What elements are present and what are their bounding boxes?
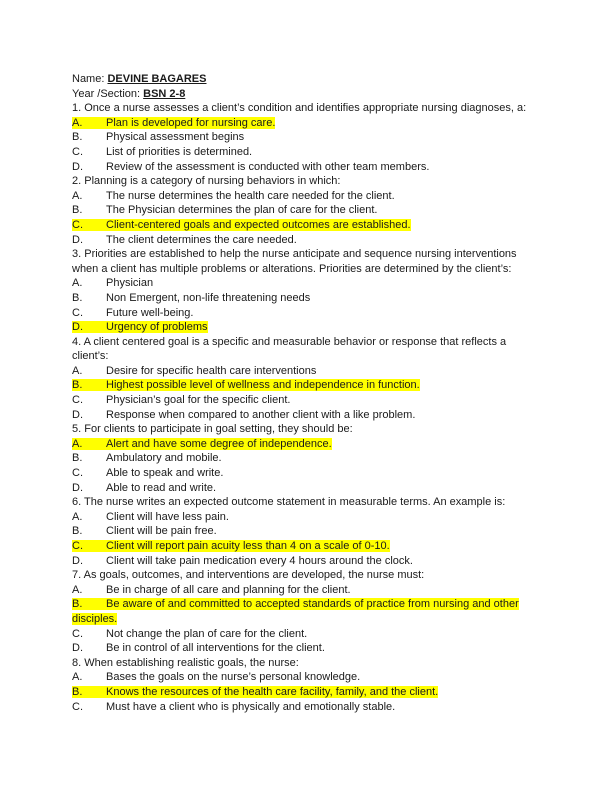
option-text-wrap bbox=[72, 394, 290, 406]
option-text: Alert and have some degree of independence. bbox=[106, 437, 332, 450]
answer-option bbox=[72, 539, 532, 554]
option-letter: B. bbox=[72, 598, 83, 611]
answer-option bbox=[72, 641, 532, 656]
selected-answer-highlight bbox=[72, 117, 275, 129]
option-letter: A. bbox=[72, 189, 83, 202]
option-line bbox=[72, 203, 532, 218]
option-text: Urgency of problems bbox=[106, 321, 208, 334]
option-letter: B. bbox=[72, 525, 83, 538]
question-stem: 6. The nurse writes an expected outcome statement in measurable terms. An example is: bbox=[72, 496, 506, 509]
document-body bbox=[72, 72, 532, 714]
option-line bbox=[72, 189, 532, 204]
option-text-wrap bbox=[72, 642, 325, 654]
option-continuation-line bbox=[72, 612, 532, 627]
answer-option bbox=[72, 583, 532, 598]
option-line bbox=[72, 320, 532, 335]
option-text-wrap bbox=[72, 204, 377, 216]
answer-option bbox=[72, 408, 532, 423]
answer-option bbox=[72, 160, 532, 175]
answer-option bbox=[72, 670, 532, 685]
option-letter: C. bbox=[72, 145, 83, 158]
selected-answer-highlight bbox=[72, 686, 438, 698]
answer-option bbox=[72, 320, 532, 335]
option-text-wrap bbox=[72, 190, 395, 202]
option-letter: B. bbox=[72, 685, 83, 698]
option-text: Bases the goals on the nurse’s personal knowledge. bbox=[106, 671, 361, 684]
answer-option bbox=[72, 364, 532, 379]
option-letter: D. bbox=[72, 554, 83, 567]
option-line bbox=[72, 554, 532, 569]
option-text-wrap bbox=[72, 365, 316, 377]
option-text: Able to speak and write. bbox=[106, 467, 224, 480]
option-text: The nurse determines the health care needed for the client. bbox=[106, 189, 395, 202]
option-text: Desire for specific health care interventions bbox=[106, 364, 317, 377]
option-line bbox=[72, 291, 532, 306]
option-text: Client will be pain free. bbox=[106, 525, 217, 538]
question-list bbox=[72, 101, 532, 714]
option-line bbox=[72, 641, 532, 656]
option-line bbox=[72, 393, 532, 408]
option-line bbox=[72, 437, 532, 452]
option-letter: B. bbox=[72, 379, 83, 392]
option-text-wrap bbox=[72, 511, 229, 523]
name-label: Name: bbox=[72, 73, 108, 85]
question-stem: 8. When establishing realistic goals, the nurse: bbox=[72, 656, 299, 669]
option-text: Must have a client who is physically and emotionally stable. bbox=[106, 700, 396, 713]
option-letter: A. bbox=[72, 437, 83, 450]
option-text: Response when compared to another client with a like problem. bbox=[106, 408, 416, 421]
selected-answer-highlight bbox=[72, 438, 332, 450]
option-text: Be aware of and committed to accepted standards of practice from nursing and other bbox=[106, 598, 519, 611]
option-text-wrap bbox=[72, 277, 153, 289]
option-text-wrap bbox=[72, 555, 413, 567]
answer-option bbox=[72, 233, 532, 248]
option-line bbox=[72, 160, 532, 175]
option-text: Knows the resources of the health care facility, family, and the client. bbox=[106, 685, 439, 698]
option-letter: D. bbox=[72, 481, 83, 494]
option-line bbox=[72, 583, 532, 598]
answer-option bbox=[72, 451, 532, 466]
option-text: Physical assessment begins bbox=[106, 131, 245, 144]
option-letter: C. bbox=[72, 700, 83, 713]
answer-option bbox=[72, 203, 532, 218]
answer-option bbox=[72, 466, 532, 481]
option-letter: A. bbox=[72, 510, 83, 523]
option-letter: A. bbox=[72, 583, 83, 596]
option-letter: C. bbox=[72, 627, 83, 640]
option-text-wrap bbox=[72, 628, 307, 640]
option-text-wrap bbox=[72, 234, 297, 246]
option-letter: B. bbox=[72, 131, 83, 144]
option-letter: A. bbox=[72, 671, 83, 684]
option-line bbox=[72, 378, 532, 393]
option-letter: B. bbox=[72, 204, 83, 217]
answer-option bbox=[72, 685, 532, 700]
option-text-wrap bbox=[72, 307, 193, 319]
option-line bbox=[72, 306, 532, 321]
option-letter: C. bbox=[72, 540, 83, 552]
option-text: Client will take pain medication every 4 hours around the clock. bbox=[106, 554, 413, 567]
option-text-wrap bbox=[72, 292, 310, 304]
option-text: Highest possible level of wellness and independence in function. bbox=[106, 379, 420, 392]
answer-option bbox=[72, 524, 532, 539]
question-stem: 3. Priorities are established to help the nurse anticipate and sequence nursing interventions when a client has multiple problems or alterations. Priorities are determined by the client’s: bbox=[72, 248, 517, 275]
option-letter: D. bbox=[72, 642, 83, 655]
option-letter: C. bbox=[72, 306, 83, 319]
option-line bbox=[72, 597, 532, 612]
option-text: Physician’s goal for the specific client. bbox=[106, 394, 291, 407]
option-text-wrap bbox=[72, 146, 252, 158]
answer-option bbox=[72, 554, 532, 569]
option-text-wrap bbox=[72, 409, 415, 421]
name-line bbox=[72, 72, 532, 87]
option-line bbox=[72, 116, 532, 131]
answer-option bbox=[72, 189, 532, 204]
answer-option bbox=[72, 276, 532, 291]
option-text-wrap bbox=[72, 131, 244, 143]
option-text: Physician bbox=[106, 277, 154, 290]
section-line bbox=[72, 87, 532, 102]
question-stem: 5. For clients to participate in goal setting, they should be: bbox=[72, 423, 353, 436]
option-line bbox=[72, 276, 532, 291]
option-line bbox=[72, 451, 532, 466]
section-value: BSN 2-8 bbox=[143, 87, 186, 100]
selected-answer-highlight bbox=[72, 219, 411, 231]
selected-answer-highlight bbox=[72, 321, 208, 333]
option-text-wrap bbox=[72, 452, 222, 464]
question-stem: 4. A client centered goal is a specific and measurable behavior or response that reflects a client’s: bbox=[72, 335, 507, 363]
option-text-wrap bbox=[72, 161, 429, 173]
option-letter: B. bbox=[72, 452, 83, 465]
option-letter: D. bbox=[72, 233, 83, 246]
question-stem: 7. As goals, outcomes, and interventions are developed, the nurse must: bbox=[72, 569, 425, 582]
option-text-wrap bbox=[72, 701, 395, 713]
selected-answer-highlight bbox=[72, 540, 390, 552]
option-text-wrap bbox=[72, 482, 216, 494]
option-line bbox=[72, 524, 532, 539]
answer-option bbox=[72, 627, 532, 642]
option-letter: A. bbox=[72, 364, 83, 377]
option-text-wrap bbox=[72, 525, 217, 537]
option-line bbox=[72, 364, 532, 379]
option-line bbox=[72, 670, 532, 685]
answer-option bbox=[72, 116, 532, 131]
option-line bbox=[72, 218, 532, 233]
option-letter: C. bbox=[72, 467, 83, 480]
answer-option bbox=[72, 437, 532, 452]
option-text: Client will report pain acuity less than 4 on a scale of 0-10. bbox=[106, 540, 390, 552]
option-text-wrap bbox=[72, 671, 360, 683]
option-letter: A. bbox=[72, 116, 83, 129]
question-stem: 1. Once a nurse assesses a client’s condition and identifies appropriate nursing diagnoses, a: bbox=[72, 102, 527, 115]
student-name: DEVINE BAGARES bbox=[107, 73, 207, 85]
option-text: Able to read and write. bbox=[106, 481, 217, 494]
option-letter: D. bbox=[72, 160, 83, 173]
answer-option bbox=[72, 597, 532, 626]
option-text-wrap bbox=[72, 467, 223, 479]
option-text: Non Emergent, non-life threatening needs bbox=[106, 291, 311, 304]
option-text: The Physician determines the plan of care for the client. bbox=[106, 204, 378, 217]
option-line bbox=[72, 408, 532, 423]
option-text: Ambulatory and mobile. bbox=[106, 452, 222, 465]
answer-option bbox=[72, 700, 532, 715]
option-line bbox=[72, 539, 532, 554]
option-line bbox=[72, 130, 532, 145]
answer-option bbox=[72, 218, 532, 233]
answer-option bbox=[72, 130, 532, 145]
selected-answer-highlight bbox=[72, 379, 420, 391]
option-line bbox=[72, 685, 532, 700]
option-letter: A. bbox=[72, 277, 83, 290]
option-text: Be in charge of all care and planning for the client. bbox=[106, 583, 351, 596]
option-letter: B. bbox=[72, 291, 83, 304]
option-text: Client will have less pain. bbox=[106, 510, 229, 523]
option-text: Future well-being. bbox=[106, 306, 194, 319]
answer-option bbox=[72, 306, 532, 321]
option-text: Plan is developed for nursing care. bbox=[106, 116, 276, 129]
option-text: Not change the plan of care for the client. bbox=[106, 627, 308, 640]
option-text: Be in control of all interventions for the client. bbox=[106, 642, 325, 655]
option-line bbox=[72, 510, 532, 525]
selected-answer-highlight bbox=[72, 598, 519, 610]
answer-option bbox=[72, 291, 532, 306]
answer-option bbox=[72, 145, 532, 160]
option-letter: D. bbox=[72, 321, 83, 334]
option-text-wrap bbox=[72, 584, 351, 596]
option-line bbox=[72, 466, 532, 481]
answer-option bbox=[72, 378, 532, 393]
section-label: Year /Section: bbox=[72, 87, 144, 100]
option-line bbox=[72, 233, 532, 248]
option-letter: C. bbox=[72, 394, 83, 407]
option-line bbox=[72, 627, 532, 642]
answer-option bbox=[72, 510, 532, 525]
option-letter: C. bbox=[72, 218, 83, 231]
option-text: Client-centered goals and expected outcomes are established. bbox=[106, 218, 411, 231]
answer-option bbox=[72, 481, 532, 496]
option-letter: D. bbox=[72, 408, 83, 421]
option-line bbox=[72, 700, 532, 715]
option-line bbox=[72, 145, 532, 160]
option-text: The client determines the care needed. bbox=[106, 233, 297, 246]
option-continuation-text: disciples. bbox=[72, 612, 118, 625]
option-text: Review of the assessment is conducted with other team members. bbox=[106, 160, 430, 173]
question-stem: 2. Planning is a category of nursing behaviors in which: bbox=[72, 175, 341, 188]
option-line bbox=[72, 481, 532, 496]
option-text: List of priorities is determined. bbox=[106, 145, 253, 158]
answer-option bbox=[72, 393, 532, 408]
